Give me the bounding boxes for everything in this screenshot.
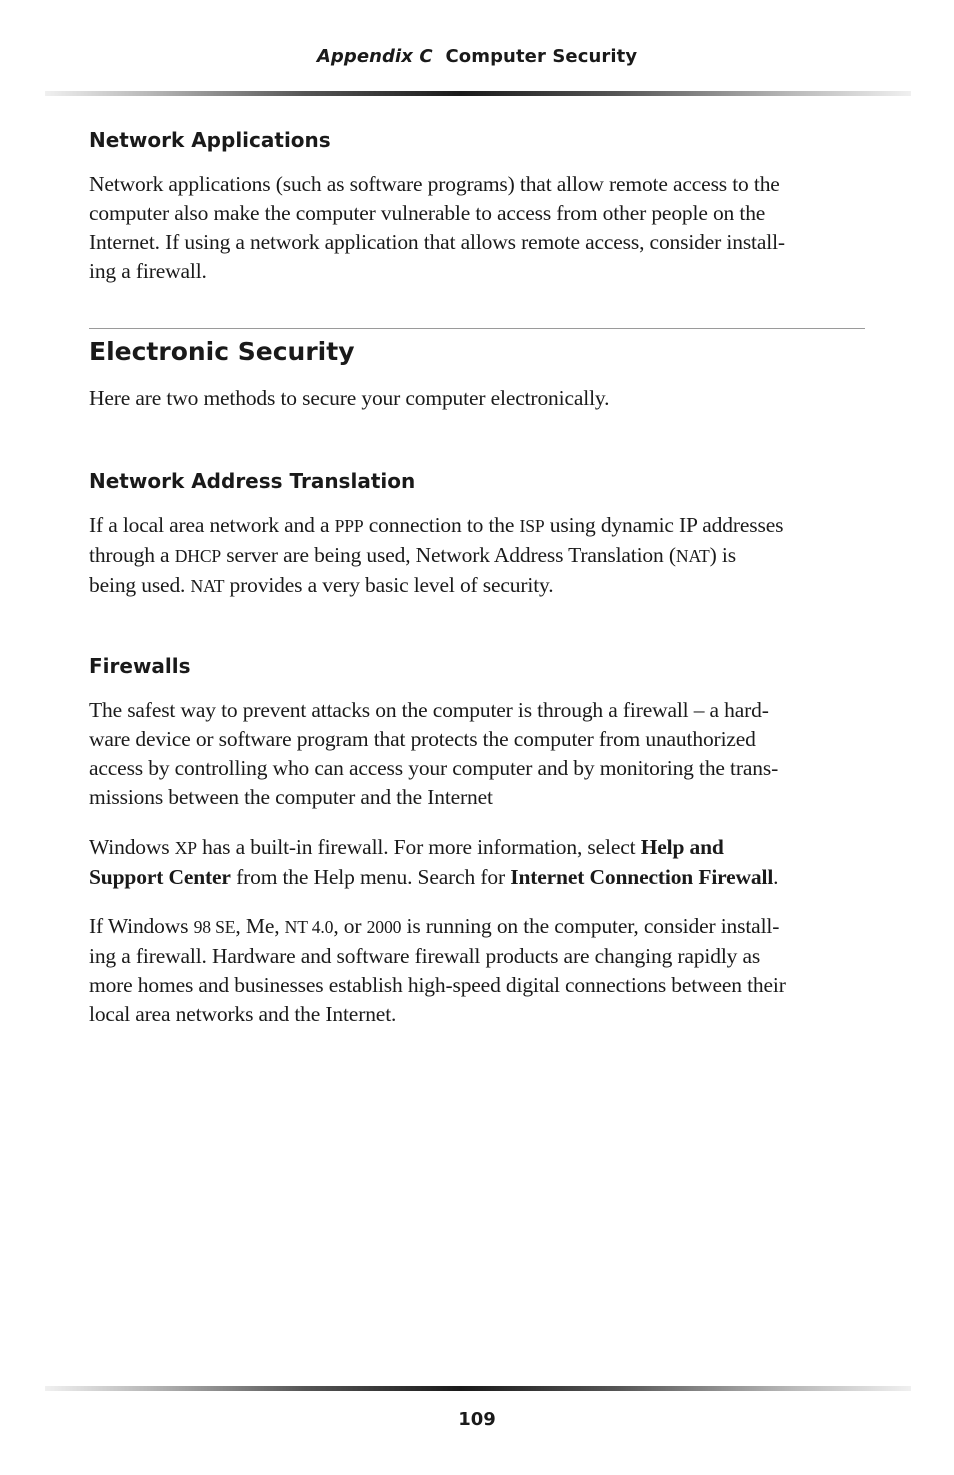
text-run: through a: [89, 543, 175, 567]
text-run: If a local area network and a: [89, 513, 335, 537]
text-run: from the Help menu. Search for: [230, 865, 511, 889]
help-support-term: Help and: [640, 835, 724, 859]
text-run: connection to the: [363, 513, 520, 537]
text-line: Internet. If using a network application that allows remote access, consider install-: [89, 230, 785, 254]
xp-abbr: XP: [174, 838, 197, 858]
text-run: ) is: [709, 543, 736, 567]
firewalls-paragraph-2: [89, 833, 865, 892]
text-line: more homes and businesses establish high-speed digital connections between their: [89, 973, 786, 997]
nat-abbr: NAT: [675, 546, 710, 566]
isp-abbr: ISP: [519, 516, 545, 536]
text-line: Network applications (such as software programs) that allow remote access to the: [89, 172, 780, 196]
text-run: , Me,: [235, 914, 285, 938]
dhcp-abbr: DHCP: [174, 546, 222, 566]
windows-98se-abbr: 98 SE: [193, 917, 236, 937]
windows-2000-abbr: 2000: [366, 917, 402, 937]
windows-nt-abbr: NT 4.0: [284, 917, 334, 937]
nat-heading: Network Address Translation: [89, 469, 416, 493]
ppp-abbr: PPP: [334, 516, 364, 536]
header-rule: [45, 91, 911, 96]
network-applications-paragraph: [89, 170, 865, 286]
text-run: Windows: [89, 835, 175, 859]
text-run: provides a very basic level of security.: [224, 573, 554, 597]
nat-abbr: NAT: [190, 576, 225, 596]
chapter-title: Computer Security: [445, 46, 638, 67]
text-line: access by controlling who can access your computer and by monitoring the trans-: [89, 756, 779, 780]
text-run: using dynamic IP addresses: [544, 513, 784, 537]
text-run: has a built-in firewall. For more information, select: [196, 835, 641, 859]
text-line: local area networks and the Internet.: [89, 1002, 397, 1026]
page-number: 109: [458, 1409, 496, 1430]
text-line: ing a firewall. Hardware and software firewall products are changing rapidly as: [89, 944, 761, 968]
appendix-label: Appendix C: [316, 46, 433, 67]
firewalls-heading: Firewalls: [89, 654, 191, 678]
text-run: .: [773, 865, 779, 889]
text-line: ing a firewall.: [89, 259, 207, 283]
help-support-term: Support Center: [89, 865, 231, 889]
section-divider: [89, 328, 865, 329]
firewalls-paragraph-3: [89, 912, 865, 1029]
running-header: [0, 46, 954, 67]
network-applications-heading: Network Applications: [89, 128, 331, 152]
text-line: The safest way to prevent attacks on the computer is through a firewall – a hard-: [89, 698, 769, 722]
text-line: ware device or software program that protects the computer from unauthorized: [89, 727, 756, 751]
electronic-security-intro: Here are two methods to secure your computer electronically.: [89, 386, 610, 410]
text-line: computer also make the computer vulnerable to access from other people on the: [89, 201, 766, 225]
footer-rule: [45, 1386, 911, 1391]
electronic-security-heading: Electronic Security: [89, 337, 355, 366]
nat-paragraph: [89, 511, 865, 601]
firewalls-paragraph-1: [89, 696, 865, 812]
text-run: , or: [333, 914, 367, 938]
text-run: If Windows: [89, 914, 194, 938]
text-run: is running on the computer, consider install-: [401, 914, 780, 938]
text-run: server are being used, Network Address Translation (: [221, 543, 676, 567]
text-line: missions between the computer and the Internet: [89, 785, 493, 809]
firewall-search-term: Internet Connection Firewall: [510, 865, 774, 889]
text-run: being used.: [89, 573, 191, 597]
